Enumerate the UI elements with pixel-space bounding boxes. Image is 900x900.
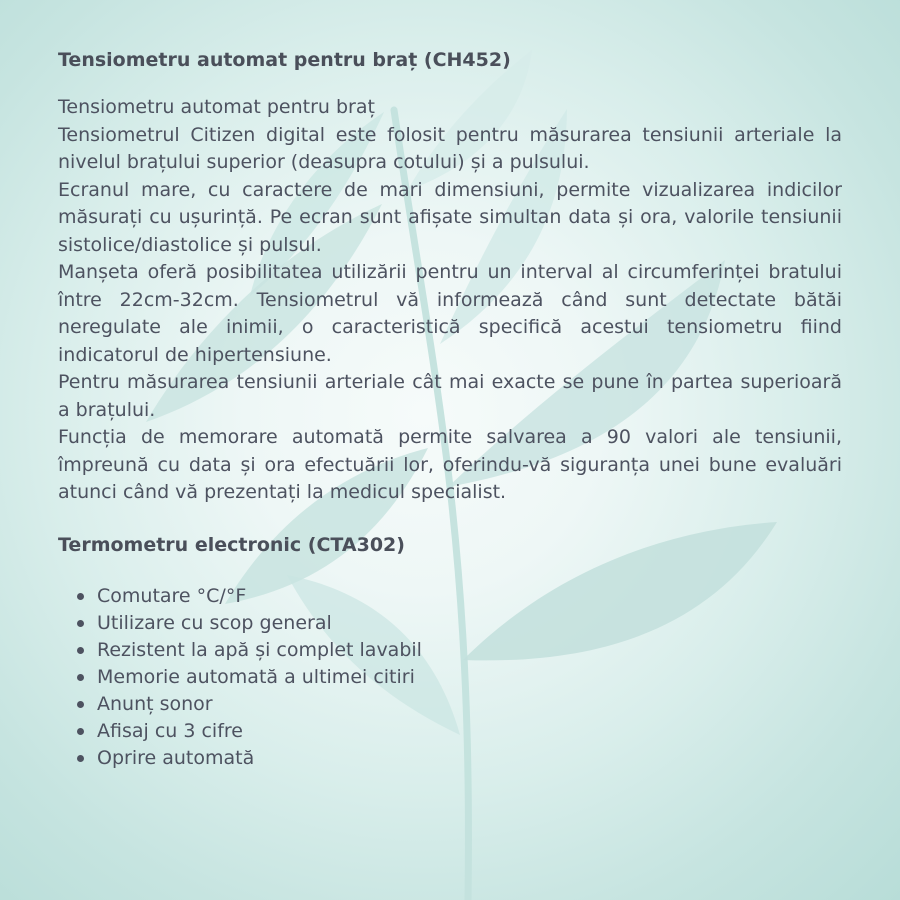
product-one-description — [58, 94, 842, 507]
bullet-icon — [77, 647, 84, 654]
feature-list-item — [58, 610, 842, 637]
product-two-title: Termometru electronic (CTA302) — [58, 533, 405, 556]
bullet-icon — [77, 755, 84, 762]
feature-label: Oprire automată — [97, 746, 255, 769]
bullet-icon — [77, 593, 84, 600]
bullet-icon — [77, 620, 84, 627]
feature-list-item — [58, 745, 842, 772]
product-one-paragraph-1: Tensiometru automat pentru braț — [58, 96, 375, 118]
feature-label: Anunț sonor — [97, 692, 213, 715]
feature-label: Memorie automată a ultimei citiri — [97, 665, 415, 688]
product-one-paragraph-6: Funcția de memorare automată permite salvarea a 90 valori ale tensiunii, împreună cu data și ora efectuării lor, oferindu-vă siguranța unei bune evaluări atunci când vă prezentați la medicul specialist. — [58, 426, 842, 503]
feature-label: Utilizare cu scop general — [97, 611, 332, 634]
product-one-paragraph-5: Pentru măsurarea tensiunii arteriale cât mai exacte se pune în partea superioară a brațului. — [58, 371, 842, 421]
feature-list-item — [58, 637, 842, 664]
feature-list-item — [58, 664, 842, 691]
document-content — [58, 46, 842, 772]
product-one-title: Tensiometru automat pentru braț (CH452) — [58, 49, 511, 71]
product-one-paragraph-3: Ecranul mare, cu caractere de mari dimensiuni, permite vizualizarea indicilor măsurați cu ușurință. Pe ecran sunt afișate simultan data și ora, valorile tensiunii sistolice/diastolice și pulsul. — [58, 178, 842, 256]
feature-list-item — [58, 583, 842, 610]
bullet-icon — [77, 701, 84, 708]
feature-list-item — [58, 691, 842, 718]
product-one-paragraph-4: Manșeta oferă posibilitatea utilizării pentru un interval al circumferinței bratului între 22cm-32cm. Tensiometrul vă informează când sunt detectate bătăi neregulate ale inimii, o caracteristică specifică acestui tensiometru fiind indicatorul de hipertensiune. — [58, 261, 842, 366]
feature-list-item — [58, 718, 842, 745]
feature-label: Comutare °C/°F — [97, 584, 247, 607]
bullet-icon — [77, 728, 84, 735]
bullet-icon — [77, 674, 84, 681]
product-two-feature-list — [58, 583, 842, 772]
feature-label: Rezistent la apă și complet lavabil — [97, 638, 422, 661]
product-one-paragraph-2: Tensiometrul Citizen digital este folosit pentru măsurarea tensiunii arteriale la nivelul brațului superior (deasupra cotului) și a pulsului. — [58, 123, 842, 173]
feature-label: Afisaj cu 3 cifre — [97, 719, 243, 742]
